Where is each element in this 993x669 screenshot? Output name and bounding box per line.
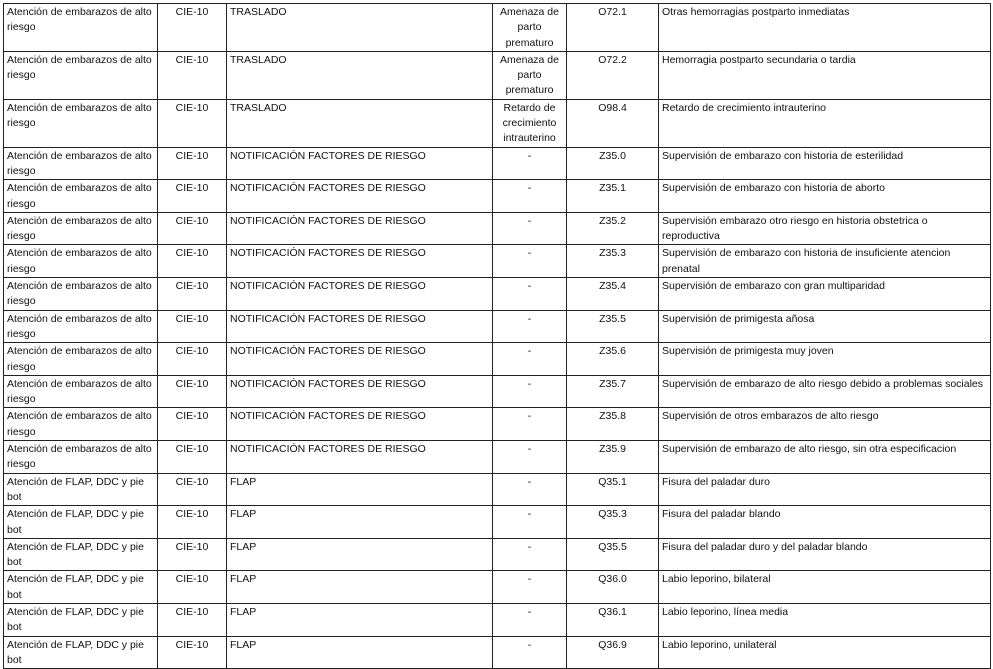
category-cell: FLAP bbox=[227, 571, 493, 604]
description-cell: Supervisión de embarazo de alto riesgo, sin otra especificacion bbox=[659, 441, 991, 474]
table-row bbox=[4, 571, 991, 604]
classification-cell: CIE-10 bbox=[158, 310, 227, 343]
classification-cell: CIE-10 bbox=[158, 343, 227, 376]
classification-cell: CIE-10 bbox=[158, 538, 227, 571]
program-cell: Atención de embarazos de alto riesgo bbox=[4, 310, 158, 343]
table-row bbox=[4, 538, 991, 571]
program-cell: Atención de embarazos de alto riesgo bbox=[4, 441, 158, 474]
code-cell: Q35.1 bbox=[567, 473, 659, 506]
program-cell: Atención de FLAP, DDC y pie bot bbox=[4, 538, 158, 571]
subcategory-cell: - bbox=[493, 603, 567, 636]
subcategory-cell: - bbox=[493, 408, 567, 441]
table-row bbox=[4, 408, 991, 441]
category-cell: NOTIFICACIÓN FACTORES DE RIESGO bbox=[227, 147, 493, 180]
description-cell: Supervisión de embarazo con historia de insuficiente atencion prenatal bbox=[659, 245, 991, 278]
program-cell: Atención de embarazos de alto riesgo bbox=[4, 343, 158, 376]
subcategory-cell: - bbox=[493, 441, 567, 474]
program-cell: Atención de embarazos de alto riesgo bbox=[4, 4, 158, 52]
subcategory-cell: - bbox=[493, 310, 567, 343]
subcategory-cell: - bbox=[493, 147, 567, 180]
category-cell: FLAP bbox=[227, 506, 493, 539]
table-row bbox=[4, 4, 991, 52]
table-row bbox=[4, 343, 991, 376]
description-cell: Labio leporino, línea media bbox=[659, 603, 991, 636]
diagnosis-codes-table bbox=[3, 3, 991, 669]
code-cell: Q36.9 bbox=[567, 636, 659, 669]
classification-cell: CIE-10 bbox=[158, 571, 227, 604]
subcategory-cell: - bbox=[493, 375, 567, 408]
category-cell: FLAP bbox=[227, 538, 493, 571]
code-cell: Z35.0 bbox=[567, 147, 659, 180]
category-cell: NOTIFICACIÓN FACTORES DE RIESGO bbox=[227, 343, 493, 376]
program-cell: Atención de embarazos de alto riesgo bbox=[4, 51, 158, 99]
subcategory-cell: - bbox=[493, 636, 567, 669]
subcategory-cell: Amenaza de parto prematuro bbox=[493, 51, 567, 99]
classification-cell: CIE-10 bbox=[158, 603, 227, 636]
program-cell: Atención de FLAP, DDC y pie bot bbox=[4, 473, 158, 506]
table-row bbox=[4, 147, 991, 180]
code-cell: O72.2 bbox=[567, 51, 659, 99]
classification-cell: CIE-10 bbox=[158, 99, 227, 147]
code-cell: Q36.1 bbox=[567, 603, 659, 636]
description-cell: Labio leporino, unilateral bbox=[659, 636, 991, 669]
classification-cell: CIE-10 bbox=[158, 375, 227, 408]
table-row bbox=[4, 375, 991, 408]
code-cell: Z35.2 bbox=[567, 212, 659, 245]
description-cell: Supervisión de embarazo con historia de aborto bbox=[659, 180, 991, 213]
program-cell: Atención de embarazos de alto riesgo bbox=[4, 245, 158, 278]
description-cell: Supervisión de otros embarazos de alto riesgo bbox=[659, 408, 991, 441]
subcategory-cell: - bbox=[493, 212, 567, 245]
description-cell: Otras hemorragias postparto inmediatas bbox=[659, 4, 991, 52]
program-cell: Atención de embarazos de alto riesgo bbox=[4, 99, 158, 147]
classification-cell: CIE-10 bbox=[158, 51, 227, 99]
category-cell: TRASLADO bbox=[227, 4, 493, 52]
classification-cell: CIE-10 bbox=[158, 245, 227, 278]
subcategory-cell: - bbox=[493, 245, 567, 278]
table-row bbox=[4, 245, 991, 278]
description-cell: Supervisión de embarazo con historia de esterilidad bbox=[659, 147, 991, 180]
table-row bbox=[4, 278, 991, 311]
classification-cell: CIE-10 bbox=[158, 147, 227, 180]
table-row bbox=[4, 51, 991, 99]
program-cell: Atención de embarazos de alto riesgo bbox=[4, 180, 158, 213]
category-cell: FLAP bbox=[227, 603, 493, 636]
classification-cell: CIE-10 bbox=[158, 473, 227, 506]
code-cell: Z35.1 bbox=[567, 180, 659, 213]
description-cell: Fisura del paladar blando bbox=[659, 506, 991, 539]
description-cell: Supervisión de embarazo de alto riesgo debido a problemas sociales bbox=[659, 375, 991, 408]
table-row bbox=[4, 180, 991, 213]
table-body bbox=[4, 4, 991, 669]
table-row bbox=[4, 441, 991, 474]
classification-cell: CIE-10 bbox=[158, 180, 227, 213]
code-cell: Z35.3 bbox=[567, 245, 659, 278]
description-cell: Supervisión de embarazo con gran multiparidad bbox=[659, 278, 991, 311]
subcategory-cell: - bbox=[493, 571, 567, 604]
table-row bbox=[4, 506, 991, 539]
category-cell: NOTIFICACIÓN FACTORES DE RIESGO bbox=[227, 310, 493, 343]
code-cell: Q36.0 bbox=[567, 571, 659, 604]
classification-cell: CIE-10 bbox=[158, 278, 227, 311]
code-cell: Z35.7 bbox=[567, 375, 659, 408]
program-cell: Atención de embarazos de alto riesgo bbox=[4, 375, 158, 408]
code-cell: O72.1 bbox=[567, 4, 659, 52]
program-cell: Atención de embarazos de alto riesgo bbox=[4, 212, 158, 245]
program-cell: Atención de embarazos de alto riesgo bbox=[4, 278, 158, 311]
code-cell: Z35.9 bbox=[567, 441, 659, 474]
subcategory-cell: - bbox=[493, 506, 567, 539]
category-cell: NOTIFICACIÓN FACTORES DE RIESGO bbox=[227, 375, 493, 408]
subcategory-cell: - bbox=[493, 473, 567, 506]
category-cell: FLAP bbox=[227, 473, 493, 506]
table-row bbox=[4, 310, 991, 343]
description-cell: Supervisión embarazo otro riesgo en historia obstetrica o reproductiva bbox=[659, 212, 991, 245]
subcategory-cell: - bbox=[493, 538, 567, 571]
table-row bbox=[4, 603, 991, 636]
classification-cell: CIE-10 bbox=[158, 506, 227, 539]
table-row bbox=[4, 99, 991, 147]
category-cell: NOTIFICACIÓN FACTORES DE RIESGO bbox=[227, 408, 493, 441]
program-cell: Atención de embarazos de alto riesgo bbox=[4, 408, 158, 441]
table-row bbox=[4, 473, 991, 506]
category-cell: NOTIFICACIÓN FACTORES DE RIESGO bbox=[227, 245, 493, 278]
subcategory-cell: - bbox=[493, 180, 567, 213]
code-cell: Z35.5 bbox=[567, 310, 659, 343]
program-cell: Atención de FLAP, DDC y pie bot bbox=[4, 603, 158, 636]
description-cell: Supervisión de primigesta muy joven bbox=[659, 343, 991, 376]
code-cell: Q35.3 bbox=[567, 506, 659, 539]
code-cell: Q35.5 bbox=[567, 538, 659, 571]
category-cell: TRASLADO bbox=[227, 51, 493, 99]
code-cell: Z35.4 bbox=[567, 278, 659, 311]
description-cell: Retardo de crecimiento intrauterino bbox=[659, 99, 991, 147]
classification-cell: CIE-10 bbox=[158, 212, 227, 245]
category-cell: NOTIFICACIÓN FACTORES DE RIESGO bbox=[227, 212, 493, 245]
description-cell: Fisura del paladar duro bbox=[659, 473, 991, 506]
subcategory-cell: - bbox=[493, 278, 567, 311]
program-cell: Atención de FLAP, DDC y pie bot bbox=[4, 636, 158, 669]
category-cell: NOTIFICACIÓN FACTORES DE RIESGO bbox=[227, 441, 493, 474]
category-cell: NOTIFICACIÓN FACTORES DE RIESGO bbox=[227, 278, 493, 311]
category-cell: NOTIFICACIÓN FACTORES DE RIESGO bbox=[227, 180, 493, 213]
category-cell: FLAP bbox=[227, 636, 493, 669]
classification-cell: CIE-10 bbox=[158, 636, 227, 669]
program-cell: Atención de embarazos de alto riesgo bbox=[4, 147, 158, 180]
code-cell: Z35.6 bbox=[567, 343, 659, 376]
classification-cell: CIE-10 bbox=[158, 441, 227, 474]
description-cell: Supervisión de primigesta añosa bbox=[659, 310, 991, 343]
description-cell: Hemorragia postparto secundaria o tardia bbox=[659, 51, 991, 99]
classification-cell: CIE-10 bbox=[158, 408, 227, 441]
subcategory-cell: - bbox=[493, 343, 567, 376]
code-cell: Z35.8 bbox=[567, 408, 659, 441]
program-cell: Atención de FLAP, DDC y pie bot bbox=[4, 506, 158, 539]
program-cell: Atención de FLAP, DDC y pie bot bbox=[4, 571, 158, 604]
subcategory-cell: Amenaza de parto prematuro bbox=[493, 4, 567, 52]
category-cell: TRASLADO bbox=[227, 99, 493, 147]
description-cell: Labio leporino, bilateral bbox=[659, 571, 991, 604]
table-row bbox=[4, 212, 991, 245]
code-cell: O98.4 bbox=[567, 99, 659, 147]
classification-cell: CIE-10 bbox=[158, 4, 227, 52]
description-cell: Fisura del paladar duro y del paladar blando bbox=[659, 538, 991, 571]
subcategory-cell: Retardo de crecimiento intrauterino bbox=[493, 99, 567, 147]
